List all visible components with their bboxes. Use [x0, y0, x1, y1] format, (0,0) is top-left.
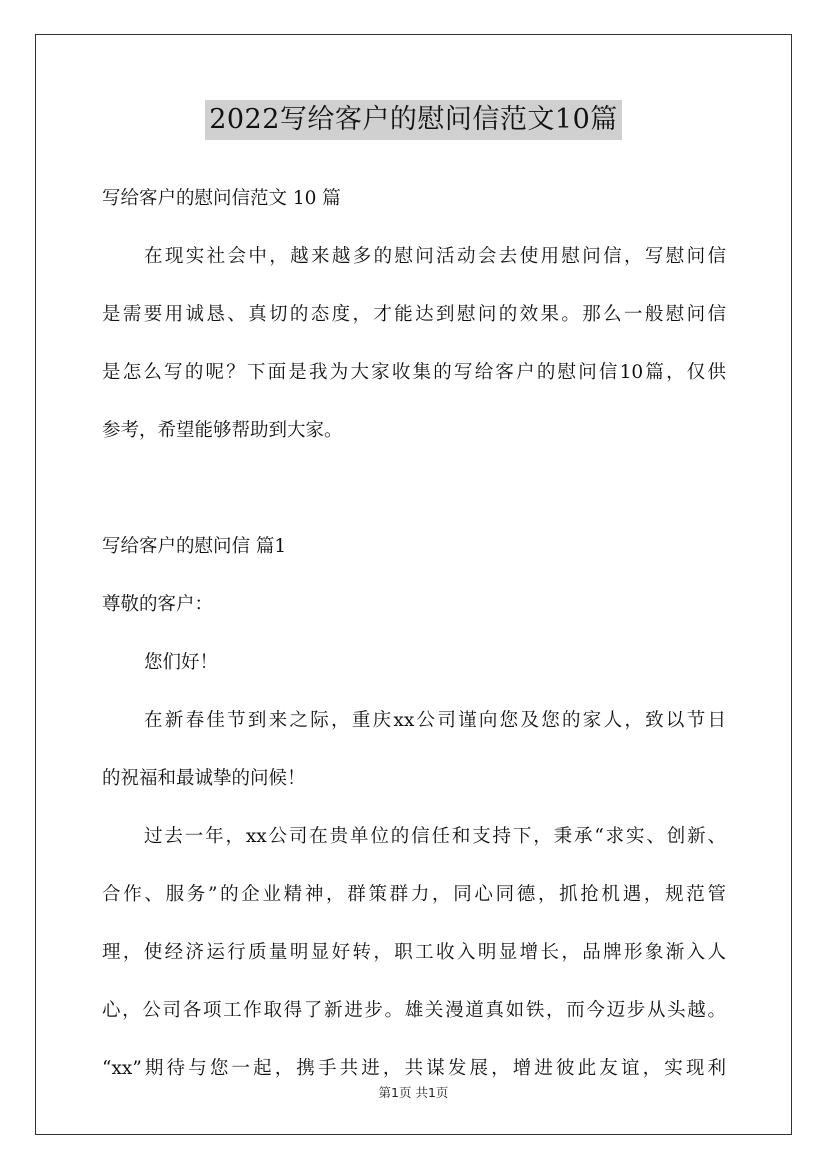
paragraph-line: 的祝福和最诚挚的问候！	[102, 768, 306, 789]
section-heading: 写给客户的慰问信 篇1	[102, 536, 287, 557]
intro-line: 参考，希望能够帮助到大家。	[102, 420, 343, 441]
greeting: 您们好！	[144, 652, 219, 673]
intro-line: 是需要用诚恳、真切的态度，才能达到慰问的效果。那么一般慰问信	[102, 304, 726, 325]
paragraph-line: 心，公司各项工作取得了新进步。雄关漫道真如铁，而今迈步从头越。	[102, 1000, 726, 1021]
page-footer: 第1页 共1页	[378, 1085, 449, 1100]
intro-line: 在现实社会中，越来越多的慰问活动会去使用慰问信，写慰问信	[144, 246, 726, 267]
paragraph-line: 合作、服务”的企业精神，群策群力，同心同德，抓抢机遇，规范管	[102, 884, 726, 905]
paragraph-line: “xx”期待与您一起，携手共进，共谋发展，增进彼此友谊，实现利	[102, 1058, 726, 1079]
paragraph-line: 理，使经济运行质量明显好转，职工收入明显增长，品牌形象渐入人	[102, 942, 726, 963]
document-title-text: 2022写给客户的慰问信范文10篇	[205, 100, 622, 140]
intro-line: 是怎么写的呢？下面是我为大家收集的写给客户的慰问信10篇，仅供	[102, 362, 726, 383]
salutation: 尊敬的客户：	[102, 594, 214, 615]
document-subtitle: 写给客户的慰问信范文 10 篇	[102, 188, 341, 209]
paragraph-line: 过去一年，xx公司在贵单位的信任和支持下，秉承“求实、创新、	[144, 826, 726, 847]
document-body	[102, 170, 726, 1098]
paragraph-gap	[102, 460, 726, 518]
paragraph-line: 在新春佳节到来之际，重庆xx公司谨向您及您的家人，致以节日	[144, 710, 726, 731]
document-title	[0, 100, 827, 140]
